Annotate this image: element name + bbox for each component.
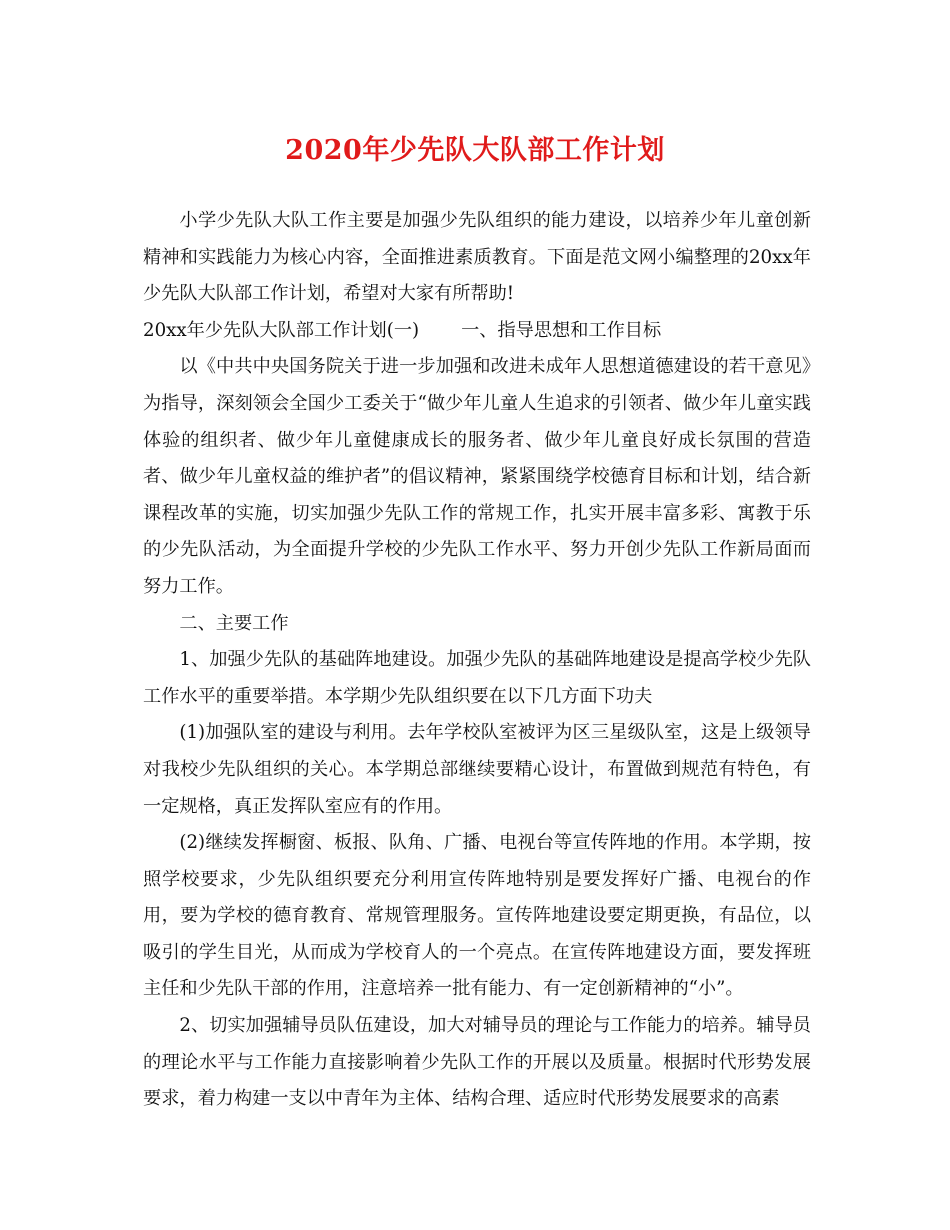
document-body [143,203,811,1118]
item1-paragraph: 1、加强少先队的基础阵地建设。加强少先队的基础阵地建设是提高学校少先队工作水平的重要举措。本学期少先队组织要在以下几方面下功夫 [143,649,811,707]
item2-paragraph: 2、切实加强辅导员队伍建设，加大对辅导员的理论与工作能力的培养。辅导员的理论水平与工作能力直接影响着少先队工作的开展以及质量。根据时代形势发展要求，着力构建一支以中青年为主体、结构合理、适应时代形势发展要求的高素 [143,1015,811,1110]
section1-paragraph: 以《中共中央国务院关于进一步加强和改进未成年人思想道德建设的若干意见》为指导，深刻领会全国少工委关于“做少年儿童人生追求的引领者、做少年儿童实践体验的组织者、做少年儿童健康成长的服务者、做少年儿童良好成长氛围的营造者、做少年儿童权益的维护者”的倡议精神，紧紧围绕学校德育目标和计划，结合新课程改革的实施，切实加强少先队工作的常规工作，扎实开展丰富多彩、寓教于乐的少先队活动，为全面提升学校的少先队工作水平、努力开创少先队工作新局面而努力工作。 [143,356,811,597]
plan-heading: 20xx年少先队大队部工作计划(一) [143,319,420,341]
intro-paragraph: 小学少先队大队工作主要是加强少先队组织的能力建设，以培养少年儿童创新精神和实践能力为核心内容，全面推进素质教育。下面是范文网小编整理的20xx年少先队大队部工作计划，希望对大家有所帮助! [143,210,811,305]
plan-heading-line [143,313,811,350]
section1-heading: 一、指导思想和工作目标 [461,319,662,341]
item1-sub2-paragraph: (2)继续发挥橱窗、板报、队角、广播、电视台等宣传阵地的作用。本学期，按照学校要求，少先队组织要充分利用宣传阵地特别是要发挥好广播、电视台的作用，要为学校的德育教育、常规管理服务。宣传阵地建设要定期更换，有品位，以吸引的学生目光，从而成为学校育人的一个亮点。在宣传阵地建设方面，要发挥班主任和少先队干部的作用，注意培养一批有能力、有一定创新精神的“小”。 [143,832,811,1000]
document-title: 2020年少先队大队部工作计划 [285,135,665,166]
section2-heading: 二、主要工作 [179,612,289,634]
item1-sub1-paragraph: (1)加强队室的建设与利用。去年学校队室被评为区三星级队室，这是上级领导对我校少先队组织的关心。本学期总部继续要精心设计，布置做到规范有特色，有一定规格，真正发挥队室应有的作用。 [143,722,811,817]
